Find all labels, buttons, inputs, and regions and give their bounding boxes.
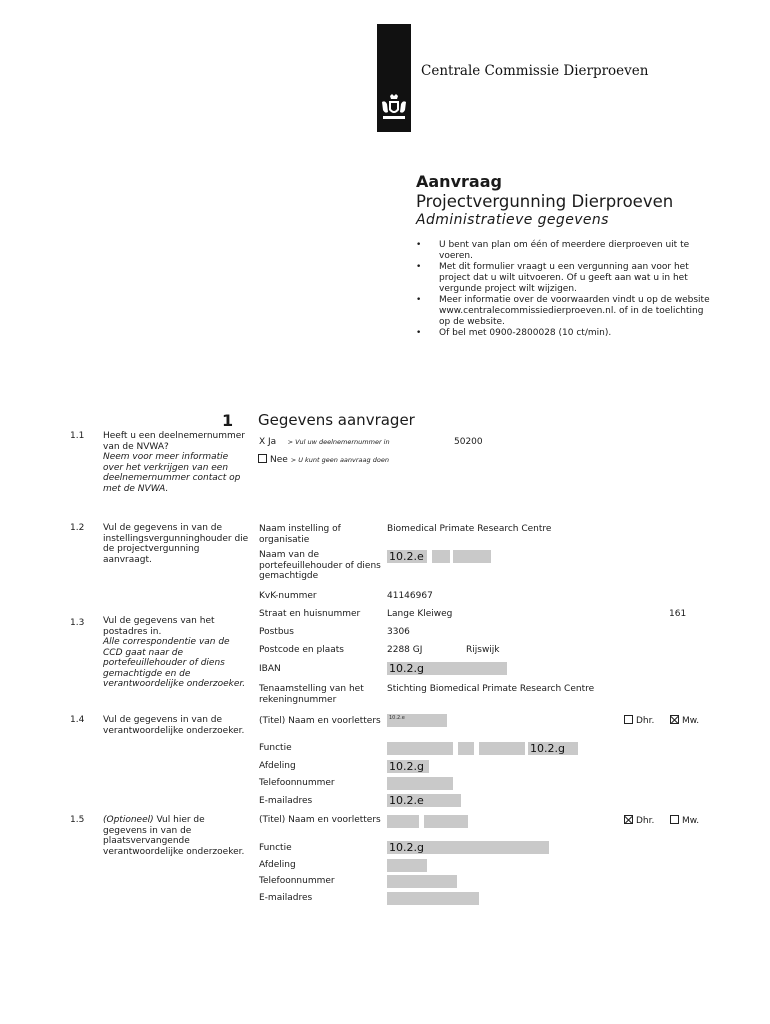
field-label-email: E-mailadres bbox=[259, 796, 313, 806]
intro-item: • U bent van plan om één of meerdere dierproeven uit te voeren. bbox=[414, 240, 714, 262]
question-number: 1.1 bbox=[70, 431, 85, 441]
question-text bbox=[103, 431, 251, 494]
option-dhr[interactable] bbox=[624, 815, 654, 826]
question-text-main: Vul de gegevens van het postadres in. bbox=[103, 616, 215, 637]
option-yes-label: X Ja bbox=[259, 437, 277, 447]
redacted-block bbox=[387, 742, 453, 755]
intro-item: • Met dit formulier vraagt u een vergunning aan voor het project dat u wilt uitvoeren. Of u geeft aan wat u in het vergunde project wilt wijzigen. bbox=[414, 262, 714, 295]
field-label-street: Straat en huisnummer bbox=[259, 609, 361, 619]
checkbox-no[interactable] bbox=[258, 454, 267, 463]
field-label-phone: Telefoonnummer bbox=[259, 778, 335, 788]
field-label-department: Afdeling bbox=[259, 761, 296, 771]
intro-list bbox=[414, 240, 714, 339]
field-value-kvk: 41146967 bbox=[387, 591, 433, 601]
field-value-account-name: Stichting Biomedical Primate Research Centre bbox=[387, 684, 595, 694]
question-text-main: Vul hier de gegevens in van de plaatsvervangende verantwoordelijke onderzoeker. bbox=[103, 815, 245, 857]
checkbox-dhr[interactable] bbox=[624, 715, 633, 724]
document-title: Aanvraag bbox=[416, 172, 502, 191]
question-text: Vul de gegevens in van de instellingsvergunninghouder die de projectvergunning aanvraagt. bbox=[103, 523, 249, 565]
redacted-block bbox=[387, 859, 427, 872]
redacted-block bbox=[458, 742, 474, 755]
redacted-field: 10.2.e bbox=[387, 714, 447, 727]
field-value-institution: Biomedical Primate Research Centre bbox=[387, 524, 552, 534]
intro-item: • Meer informatie over de voorwaarden vindt u op de website www.centralecommissiedierproeven.nl. of in de toelichting op de website. bbox=[414, 295, 714, 328]
redacted-block bbox=[479, 742, 525, 755]
option-mw-label: Mw. bbox=[682, 816, 700, 826]
question-text bbox=[103, 815, 251, 857]
redacted-block bbox=[424, 815, 468, 828]
redacted-field: 10.2.g bbox=[387, 841, 549, 854]
question-number: 1.2 bbox=[70, 523, 85, 533]
question-note: Alle correspondentie van de CCD gaat naar de portefeuillehouder of diens gemachtigde en de verantwoordelijke onderzoeker. bbox=[103, 637, 246, 689]
checkbox-dhr[interactable] bbox=[624, 815, 633, 824]
field-label-postcode: Postcode en plaats bbox=[259, 645, 344, 655]
document-subtitle: Projectvergunning Dierproeven bbox=[416, 192, 674, 211]
redacted-field: 10.2.g bbox=[387, 760, 429, 773]
option-mw-label: Mw. bbox=[682, 716, 700, 726]
field-label-department: Afdeling bbox=[259, 860, 296, 870]
redacted-block bbox=[387, 777, 453, 790]
question-text: Vul de gegevens in van de verantwoordelijke onderzoeker. bbox=[103, 715, 245, 736]
intro-item: • Of bel met 0900-2800028 (10 ct/min). bbox=[414, 328, 714, 339]
checkbox-mw[interactable] bbox=[670, 815, 679, 824]
question-note: Neem voor meer informatie over het verkrijgen van een deelnemernummer contact op met de NVWA. bbox=[103, 452, 241, 494]
field-label-iban: IBAN bbox=[259, 664, 281, 674]
question-number: 1.5 bbox=[70, 815, 85, 825]
option-no-hint: > U kunt geen aanvraag doen bbox=[290, 456, 389, 464]
option-yes[interactable] bbox=[259, 437, 390, 447]
option-yes-hint: > Vul uw deelnemernummer in bbox=[287, 438, 390, 446]
field-label-function: Functie bbox=[259, 843, 292, 853]
field-label-function: Functie bbox=[259, 743, 292, 753]
option-dhr-label: Dhr. bbox=[636, 716, 655, 726]
redacted-field: 10.2.g bbox=[528, 742, 578, 755]
question-number: 1.3 bbox=[70, 618, 85, 628]
field-value-postbus: 3306 bbox=[387, 627, 410, 637]
section-number: 1 bbox=[222, 411, 234, 430]
redacted-block bbox=[387, 875, 457, 888]
option-mw[interactable] bbox=[670, 715, 699, 726]
field-label-institution: Naam instelling of organisatie bbox=[259, 524, 341, 545]
option-no-label: Nee bbox=[270, 455, 288, 465]
field-label-portfolio-holder: Naam van de portefeuillehouder of diens gemachtigde bbox=[259, 550, 381, 581]
field-value-house-number: 161 bbox=[669, 609, 687, 619]
document-subtitle-secondary: Administratieve gegevens bbox=[416, 212, 609, 228]
question-text bbox=[103, 616, 251, 690]
option-no[interactable] bbox=[258, 454, 389, 465]
option-dhr[interactable] bbox=[624, 715, 654, 726]
checkbox-mw[interactable] bbox=[670, 715, 679, 724]
crest-icon bbox=[377, 92, 411, 124]
field-label-account-name: Tenaamstelling van het rekeningnummer bbox=[259, 684, 364, 705]
option-mw[interactable] bbox=[670, 815, 699, 826]
field-value-postcode: 2288 GJ bbox=[387, 645, 423, 655]
redacted-block bbox=[387, 892, 479, 905]
field-label-email: E-mailadres bbox=[259, 893, 313, 903]
field-label-kvk: KvK-nummer bbox=[259, 591, 317, 601]
field-label-postbus: Postbus bbox=[259, 627, 294, 637]
redacted-field: 10.2.g bbox=[387, 662, 507, 675]
redacted-field: 10.2.e bbox=[387, 550, 427, 563]
field-label-phone: Telefoonnummer bbox=[259, 876, 335, 886]
field-value-street: Lange Kleiweg bbox=[387, 609, 453, 619]
participant-number: 50200 bbox=[454, 437, 483, 447]
field-label-name: (Titel) Naam en voorletters bbox=[259, 815, 381, 825]
redacted-block bbox=[453, 550, 491, 563]
redacted-block bbox=[387, 815, 419, 828]
section-title: Gegevens aanvrager bbox=[258, 411, 415, 429]
option-dhr-label: Dhr. bbox=[636, 816, 655, 826]
redacted-block bbox=[432, 550, 450, 563]
question-optional: (Optioneel) bbox=[103, 815, 154, 825]
question-text-main: Heeft u een deelnemernummer van de NVWA? bbox=[103, 431, 246, 452]
org-name: Centrale Commissie Dierproeven bbox=[421, 63, 649, 79]
question-number: 1.4 bbox=[70, 715, 85, 725]
field-value-city: Rijswijk bbox=[466, 645, 500, 655]
redacted-field: 10.2.e bbox=[387, 794, 461, 807]
field-label-name: (Titel) Naam en voorletters bbox=[259, 716, 381, 726]
